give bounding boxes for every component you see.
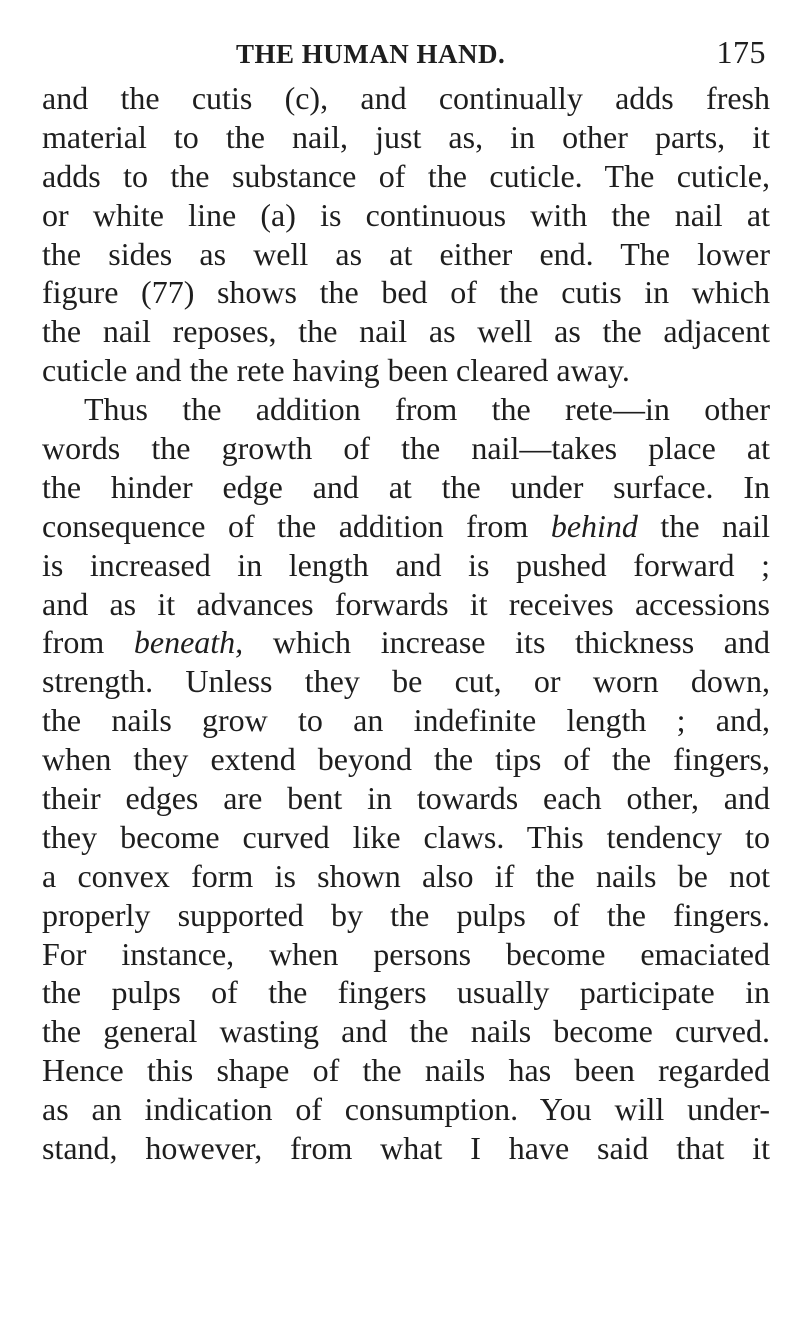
- text-line: [42, 701, 770, 740]
- text-line: [42, 546, 770, 585]
- text-run: figure (77) shows the bed of the cutis in which: [42, 274, 770, 311]
- text-line: [42, 935, 770, 974]
- italic-emphasis: beneath,: [133, 624, 244, 661]
- text-line: [42, 857, 770, 896]
- text-run: cuticle and the rete having been cleared away.: [42, 352, 630, 389]
- text-line: [42, 312, 770, 351]
- text-line: [42, 507, 770, 546]
- text-run: the pulps of the fingers usually participate in: [42, 974, 770, 1011]
- text-run: strength. Unless they be cut, or worn down,: [42, 663, 770, 700]
- text-run: or white line (a) is continuous with the nail at: [42, 196, 770, 233]
- text-run: as an indication of consumption. You will under-: [42, 1091, 770, 1128]
- text-run: the nails grow to an indefinite length ; and,: [42, 702, 770, 739]
- text-run: Hence this shape of the nails has been regarded: [42, 1052, 770, 1089]
- text-run: material to the nail, just as, in other parts, it: [42, 118, 770, 155]
- text-run: the nail reposes, the nail as well as the adjacent: [42, 313, 770, 350]
- text-line: [42, 1090, 770, 1129]
- text-run: the sides as well as at either end. The lower: [42, 235, 770, 272]
- text-line: [42, 585, 770, 624]
- text-run: consequence of the addition from: [42, 507, 551, 544]
- text-line: [42, 1051, 770, 1090]
- text-line: [42, 973, 770, 1012]
- text-run: which increase its thickness and: [243, 624, 771, 661]
- text-run: stand, however, from what I have said that it: [42, 1130, 770, 1167]
- running-title: THE HUMAN HAND.: [236, 39, 506, 69]
- text-line: [42, 79, 770, 118]
- text-line: [42, 390, 770, 429]
- running-head: [236, 34, 766, 74]
- text-line: [42, 118, 770, 157]
- text-line: [42, 468, 770, 507]
- text-run: adds to the substance of the cuticle. The cuticle,: [42, 157, 770, 194]
- text-line: [42, 662, 770, 701]
- italic-emphasis: behind: [550, 507, 638, 544]
- text-line: [42, 196, 770, 235]
- paragraph: [42, 79, 770, 390]
- text-run: properly supported by the pulps of the fingers.: [42, 896, 770, 933]
- text-run: Thus the addition from the rete—in other: [84, 391, 770, 428]
- text-run: For instance, when persons become emaciated: [42, 935, 770, 972]
- paragraph: [42, 390, 770, 1168]
- page-number: 175: [716, 34, 766, 70]
- text-line: [42, 157, 770, 196]
- text-line: [42, 740, 770, 779]
- text-line: [42, 623, 770, 662]
- text-run: and the cutis (c), and continually adds fresh: [42, 80, 770, 116]
- text-run: the general wasting and the nails become curved.: [42, 1013, 770, 1050]
- body-text: [42, 79, 770, 1168]
- text-run: words the growth of the nail—takes place at: [42, 430, 770, 467]
- text-line: [42, 818, 770, 857]
- text-line: [42, 896, 770, 935]
- text-run: a convex form is shown also if the nails be not: [42, 857, 770, 894]
- text-line: [42, 1012, 770, 1051]
- text-run: is increased in length and is pushed forward ;: [42, 546, 770, 583]
- text-line: [42, 235, 770, 274]
- text-line: [42, 779, 770, 818]
- text-line: [42, 351, 770, 390]
- text-line: [42, 1129, 770, 1168]
- text-run: from: [42, 624, 134, 661]
- text-run: the hinder edge and at the under surface. In: [42, 468, 770, 505]
- text-run: they become curved like claws. This tendency to: [42, 818, 770, 855]
- text-run: the nail: [637, 507, 771, 544]
- text-run: and as it advances forwards it receives accessions: [42, 585, 770, 622]
- text-run: their edges are bent in towards each other, and: [42, 780, 770, 817]
- text-line: [42, 273, 770, 312]
- text-line: [42, 429, 770, 468]
- text-run: when they extend beyond the tips of the fingers,: [42, 741, 770, 778]
